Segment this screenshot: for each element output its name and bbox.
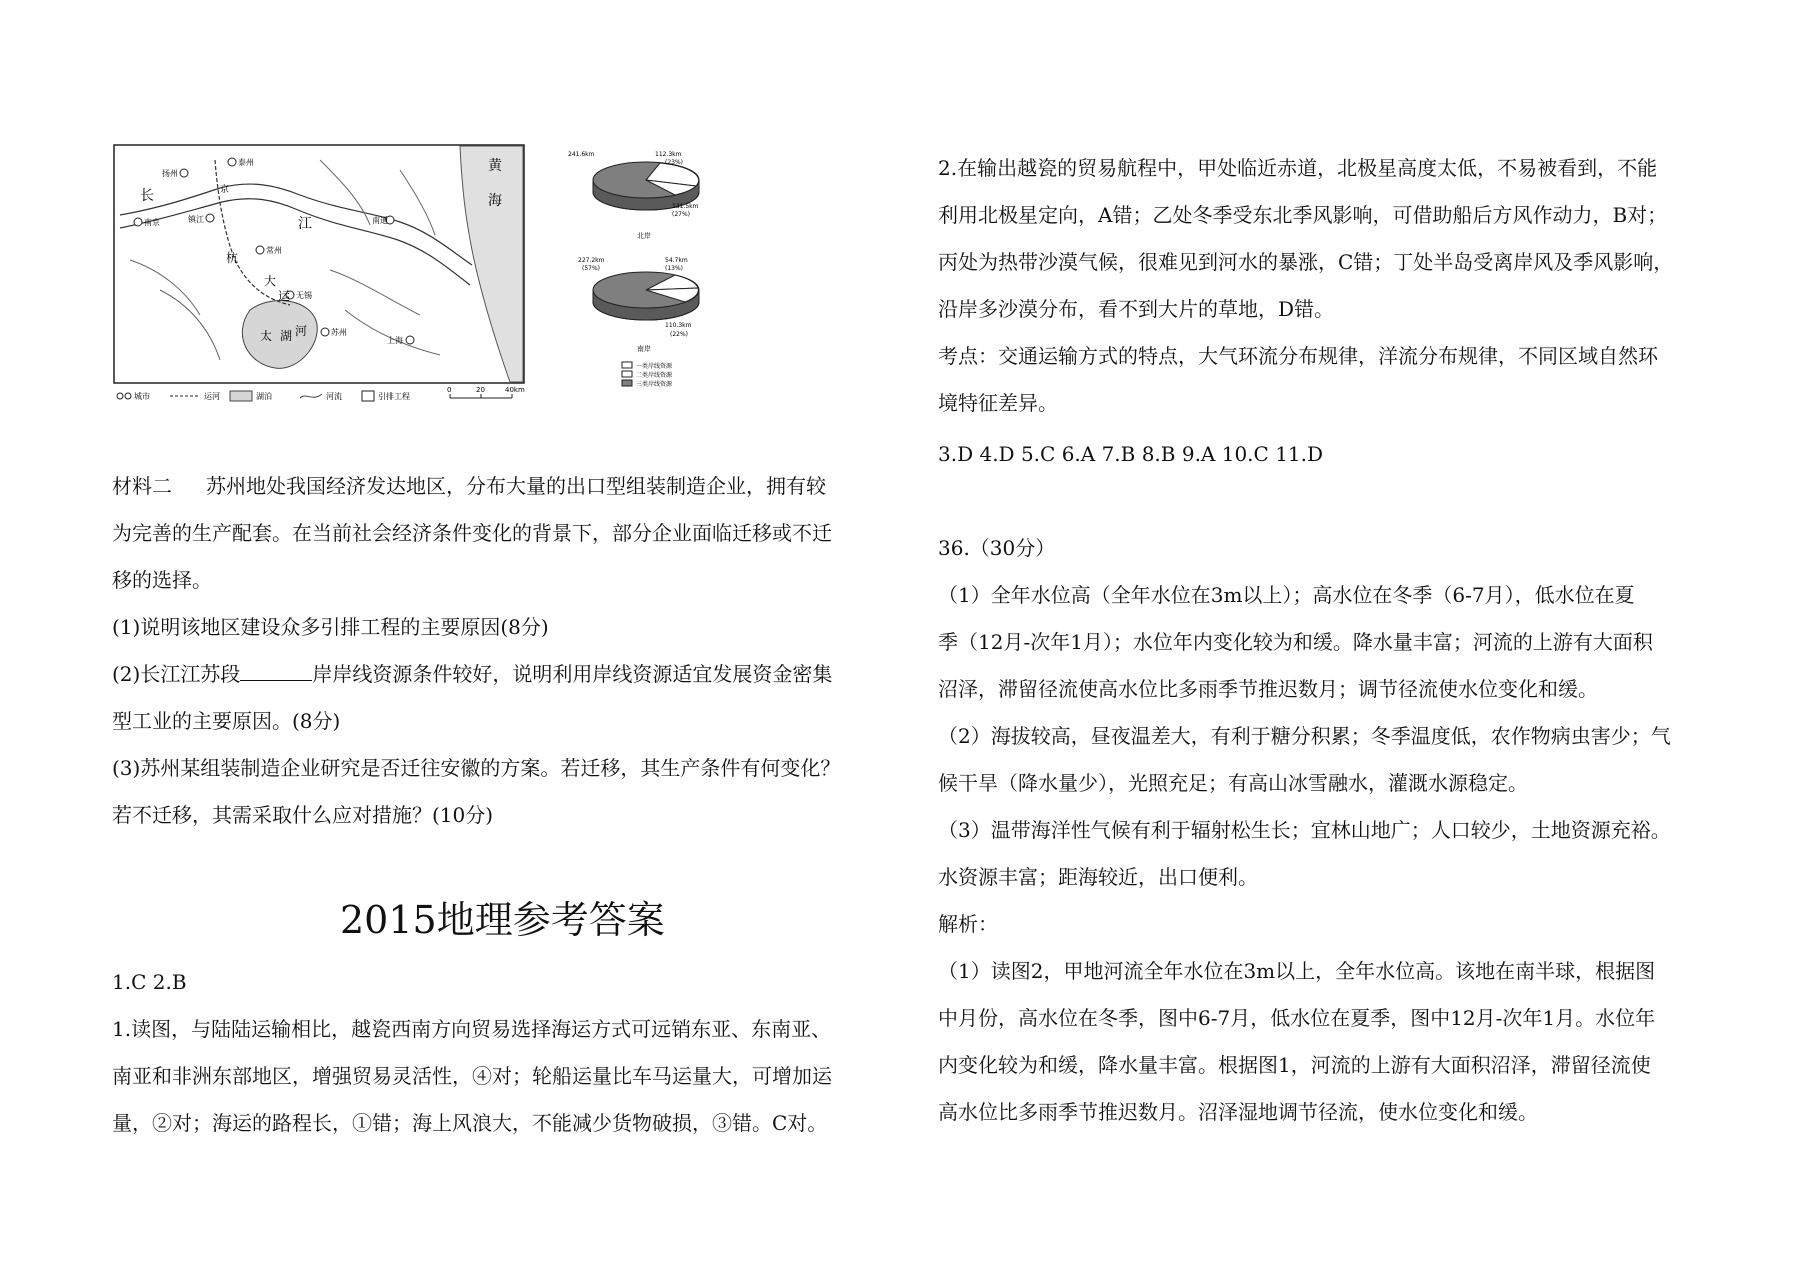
- map-legend: [117, 386, 525, 401]
- south-value-b: 54.7km: [665, 257, 688, 264]
- answers-1-2: 1.C 2.B: [112, 970, 187, 994]
- city-wuxi: 无锡: [296, 291, 312, 300]
- question-1: (1)说明该地区建设众多引排工程的主要原因(8分): [112, 615, 549, 639]
- canal-label-1: 京: [220, 185, 230, 195]
- answer-36-2-line-1: （2）海拔较高，昼夜温差大，有利于糖分积累；冬季温度低，农作物病虫害少；气: [938, 724, 1671, 748]
- city-yangzhou: 扬州: [162, 169, 178, 178]
- regional-map: [114, 145, 524, 383]
- jiexi-label: 解析：: [938, 912, 998, 936]
- material-line-2: 为完善的生产配套。在当前社会经济条件变化的背景下，部分企业面临迁移或不迁: [112, 521, 832, 545]
- city-changzhou: 常州: [266, 246, 282, 255]
- south-pct-c: (22%): [670, 331, 689, 338]
- kaodian-line-2: 境特征差异。: [938, 391, 1058, 415]
- pie-legend-item1: 一类岸线资源: [636, 363, 673, 370]
- pie-legend-item3: 三类岸线资源: [636, 381, 673, 388]
- question-2-part-a: (2)长江江苏段: [112, 662, 241, 686]
- north-pct-c: (27%): [672, 211, 691, 218]
- question-3-line-2: 若不迁移，其需采取什么应对措施？(10分): [112, 803, 494, 827]
- north-pct-b: (23%): [665, 159, 684, 166]
- explanation-1-line-3: 量，②对；海运的路程长，①错；海上风浪大，不能减少货物破损，③错。C对。: [112, 1111, 828, 1135]
- answer-36-1-line-1: （1）全年水位高（全年水位在3m以上）；高水位在冬季（6-7月），低水位在夏: [938, 583, 1635, 607]
- city-suzhou: 苏州: [331, 328, 347, 337]
- sea-label-2: 海: [488, 193, 502, 209]
- answers-3-11: 3.D 4.D 5.C 6.A 7.B 8.B 9.A 10.C 11.D: [938, 442, 1324, 466]
- pie-legend: [622, 362, 673, 388]
- answer-36-1-line-3: 沼泽，滞留径流使高水位比多雨季节推迟数月；调节径流使水位变化和缓。: [938, 677, 1598, 701]
- figure-map-and-pies: [100, 140, 920, 420]
- question-2-line-1: [112, 650, 912, 698]
- answer-36-1-line-2: 季（12月-次年1月）；水位年内变化较为和缓。降水量丰富；河流的上游有大面积: [938, 630, 1653, 654]
- explanation-1-line-2: 南亚和非洲东部地区，增强贸易灵活性，④对；轮船运量比车马运量大，可增加运: [112, 1064, 832, 1088]
- jiexi-1-line-3: 内变化较为和缓，降水量丰富。根据图1，河流的上游有大面积沼泽，滞留径流使: [938, 1053, 1651, 1077]
- scale-0: 0: [447, 386, 452, 394]
- question-36-header: 36.（30分）: [938, 536, 1056, 560]
- material-text-1: 苏州地处我国经济发达地区，分布大量的出口型组装制造企业，拥有较: [206, 474, 826, 498]
- material-line-1: [112, 462, 912, 510]
- explanation-2-line-2: 利用北极星定向，A错；乙处冬季受东北季风影响，可借助船后方风作动力，B对；: [938, 203, 1668, 227]
- legend-canal: 运河: [204, 392, 220, 401]
- city-nanjing: 南京: [144, 218, 160, 227]
- north-label: 北岸: [637, 232, 651, 240]
- scale-20: 20: [476, 386, 485, 394]
- question-3-line-1: (3)苏州某组装制造企业研究是否迁往安徽的方案。若迁移，其生产条件有何变化？: [112, 756, 841, 780]
- answer-title: 2015地理参考答案: [340, 898, 665, 942]
- material-label: 材料二: [112, 474, 172, 498]
- question-2-line-2: 型工业的主要原因。(8分): [112, 709, 341, 733]
- explanation-2-line-3: 丙处为热带沙漠气候，很难见到河水的暴涨，C错；丁处半岛受离岸风及季风影响，: [938, 250, 1674, 274]
- pie-south: [578, 257, 699, 353]
- lake-label-2: 湖: [280, 329, 293, 343]
- lake-label-1: 太: [260, 329, 273, 343]
- question-2-part-b: 岸岸线资源条件较好，说明利用岸线资源适宜发展资金密集: [312, 662, 833, 686]
- pie-north: [568, 151, 699, 240]
- sea-label-1: 黄: [488, 158, 502, 174]
- south-value-a: 227.2km: [578, 257, 605, 264]
- legend-project: 引排工程: [378, 392, 410, 401]
- answer-blank: [240, 662, 312, 681]
- explanation-2-line-1: 2.在输出越瓷的贸易航程中，甲处临近赤道，北极星高度太低，不易被看到，不能: [938, 156, 1658, 180]
- canal-label-2: 杭: [226, 251, 239, 265]
- scale-40: 40km: [505, 386, 525, 394]
- south-label: 南岸: [637, 345, 651, 353]
- legend-lake: 湖泊: [256, 392, 272, 401]
- legend-city: 城市: [134, 392, 150, 401]
- city-nantong: 南通: [372, 216, 388, 225]
- city-shanghai: 上海: [387, 336, 403, 345]
- canal-label-4: 运: [278, 289, 291, 303]
- river-label-1: 长: [140, 188, 154, 204]
- south-pct-b: (13%): [665, 265, 684, 272]
- jiexi-1-line-2: 中月份，高水位在冬季，图中6-7月，低水位在夏季，图中12月-次年1月。水位年: [938, 1006, 1656, 1030]
- kaodian-line-1: 考点：交通运输方式的特点，大气环流分布规律，洋流分布规律，不同区域自然环: [938, 344, 1658, 368]
- explanation-1-line-1: 1.读图，与陆陆运输相比，越瓷西南方向贸易选择海运方式可远销东亚、东南亚、: [112, 1017, 832, 1041]
- river-label-2: 江: [298, 216, 312, 232]
- south-pct-a: (57%): [582, 265, 601, 272]
- canal-label-3: 大: [264, 274, 277, 288]
- answer-36-3-line-1: （3）温带海洋性气候有利于辐射松生长；宜林山地广；人口较少，土地资源充裕。: [938, 818, 1671, 842]
- answer-36-2-line-2: 候干旱（降水量少），光照充足；有高山冰雪融水，灌溉水源稳定。: [938, 771, 1528, 795]
- material-line-3: 移的选择。: [112, 568, 212, 592]
- pie-legend-item2: 二类岸线资源: [636, 372, 673, 379]
- south-value-c: 110.3km: [665, 322, 692, 329]
- jiexi-1-line-4: 高水位比多雨季节推迟数月。沼泽湿地调节径流，使水位变化和缓。: [938, 1100, 1538, 1124]
- north-value-a: 241.6km: [568, 151, 595, 158]
- legend-river: 河流: [326, 392, 342, 401]
- answer-36-3-line-2: 水资源丰富；距海较近，出口便利。: [938, 865, 1258, 889]
- city-zhenjiang: 镇江: [188, 215, 204, 224]
- jiexi-1-line-1: （1）读图2，甲地河流全年水位在3m以上，全年水位高。该地在南半球，根据图: [938, 959, 1656, 983]
- canal-label-5: 河: [295, 324, 308, 338]
- explanation-2-line-4: 沿岸多沙漠分布，看不到大片的草地，D错。: [938, 297, 1335, 321]
- city-taizhou: 泰州: [238, 158, 254, 167]
- north-value-c: 131.5km: [672, 203, 699, 210]
- north-value-b: 112.3km: [655, 151, 682, 158]
